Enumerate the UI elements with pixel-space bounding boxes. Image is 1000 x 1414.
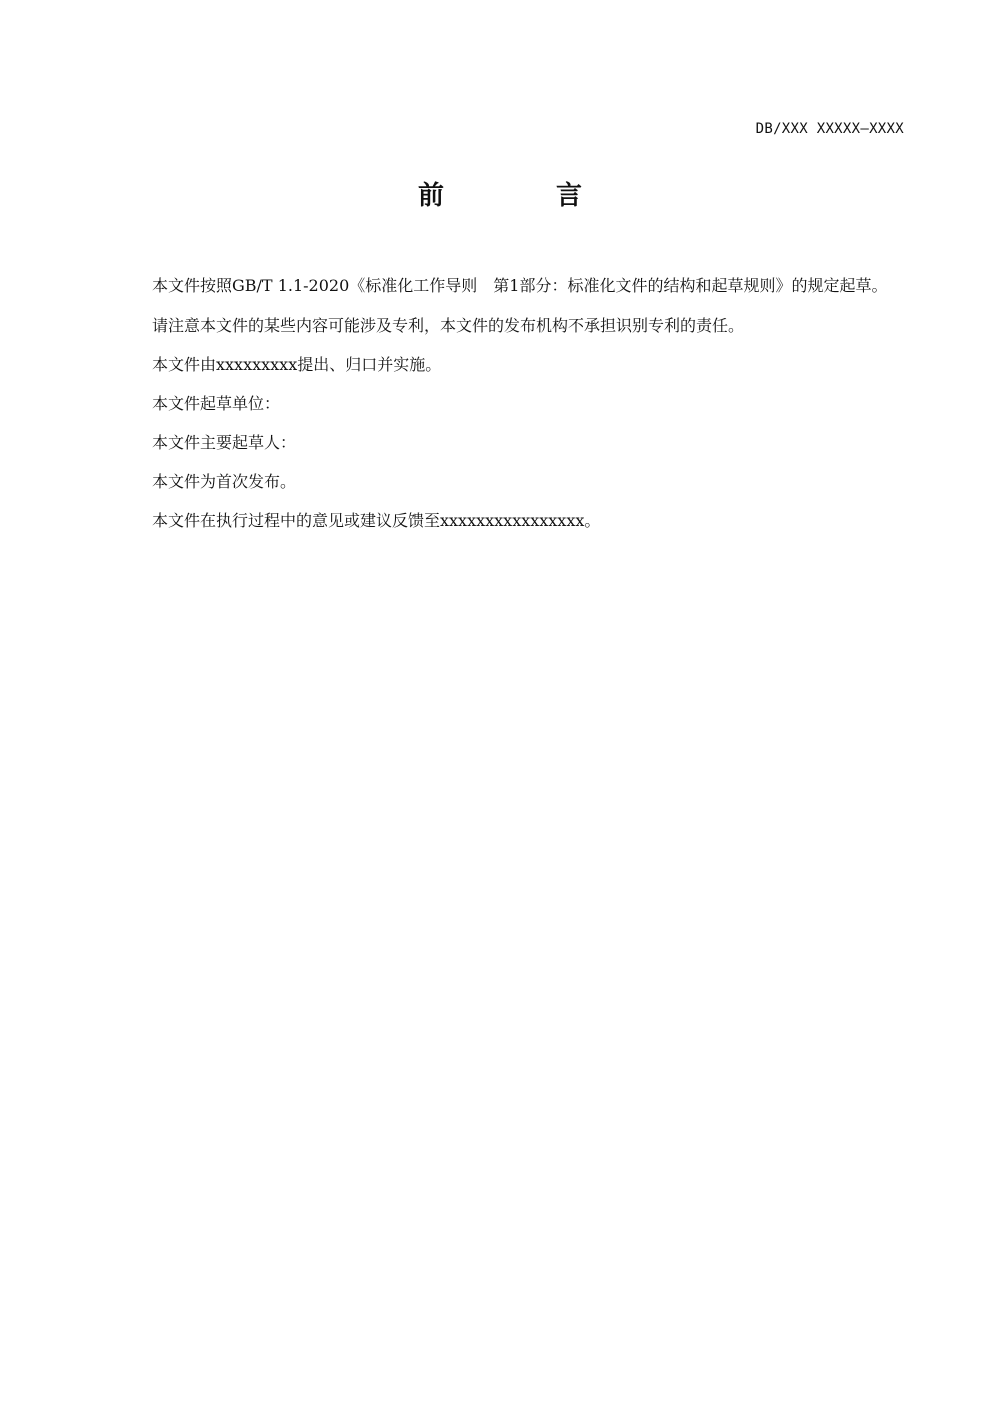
paragraph-patent-notice: 请注意本文件的某些内容可能涉及专利，本文件的发布机构不承担识别专利的责任。 bbox=[152, 316, 745, 335]
paragraph-drafting-basis: 本文件按照GB/T 1.1-2020《标准化工作导则 第1部分：标准化文件的结构和起草规则》的规定起草。 bbox=[152, 276, 888, 295]
paragraph-feedback: 本文件在执行过程中的意见或建议反馈至xxxxxxxxxxxxxxxx。 bbox=[152, 511, 601, 530]
preface-body bbox=[120, 273, 906, 547]
paragraph-main-drafters: 本文件主要起草人： bbox=[152, 433, 297, 452]
paragraph-proposer: 本文件由xxxxxxxxx提出、归口并实施。 bbox=[152, 355, 442, 374]
paragraph-drafting-unit: 本文件起草单位： bbox=[152, 394, 281, 413]
page-title: 前言 bbox=[417, 181, 694, 211]
document-code: DB/XXX XXXXX—XXXX bbox=[755, 121, 904, 137]
paragraph-first-release: 本文件为首次发布。 bbox=[152, 472, 297, 491]
